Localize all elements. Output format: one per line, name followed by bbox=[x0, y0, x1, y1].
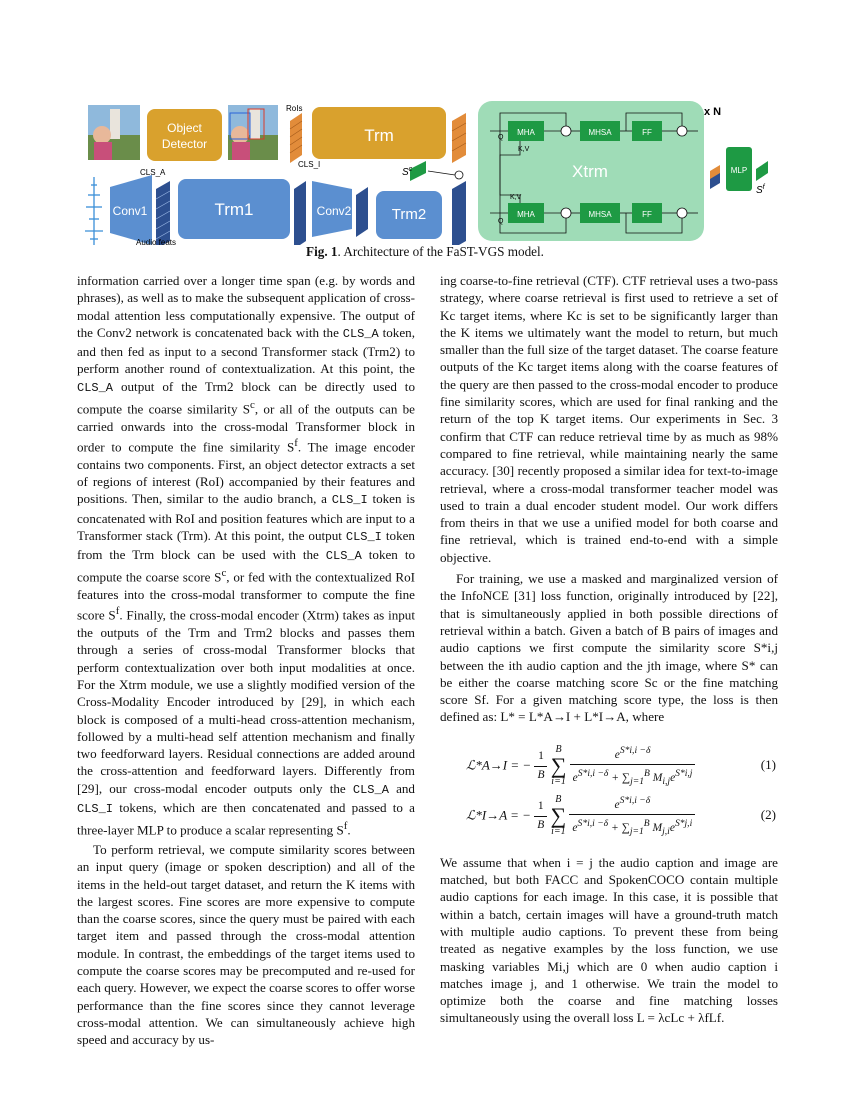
audio-feats-stack bbox=[156, 181, 170, 245]
audio-waveform bbox=[85, 177, 103, 245]
trm2-label: Trm2 bbox=[391, 206, 427, 223]
roi-token-stack bbox=[290, 113, 302, 163]
object-detector-label-1: Object bbox=[167, 121, 202, 135]
trm-output-stack bbox=[452, 113, 466, 163]
residual-add-1 bbox=[561, 126, 571, 136]
rois-label: RoIs bbox=[286, 104, 303, 113]
kv-label-bottom: K,V bbox=[510, 194, 522, 201]
coarse-dot-product bbox=[455, 171, 463, 179]
right-column bbox=[440, 272, 778, 1027]
ff-label-bottom: FF bbox=[642, 210, 652, 219]
trm2-output-stack bbox=[452, 181, 466, 245]
audio-feats-label: Audio feats bbox=[136, 238, 177, 245]
conv2-label: Conv2 bbox=[316, 204, 352, 218]
architecture-figure bbox=[80, 95, 770, 245]
fine-score-label: $S^f$ bbox=[756, 184, 765, 196]
input-image-2 bbox=[228, 105, 278, 160]
trm1-label: Trm1 bbox=[214, 200, 254, 219]
left-paragraph-2: To perform retrieval, we compute similarity scores between an input query (image or spoken description) and all of the items in the held-out target dataset, and return the K items with the largest scores. Fine scores are more expensive to compute than the coarse scores, since the query must be paired with each target item and passed through the cross-modal attention module. In contrast, the embeddings of the target items used to compute the coarse scores may be precomputed and re-used for each query. However, we expect the coarse scores to offer worse performance than the fine scores since they cannot leverage cross-modal attention. We can simultaneously achieve high speed and accuracy by us- bbox=[77, 842, 415, 1048]
equation-2: ℒ*I→A = − $\frac{1}{B}$ B ∑ i=1 $\frac{e^{S*i,i -\delta}}{e^{S*i,i -\delta} + \sum_{j=1}^B M_{j,i}e^{S*j,i}}$ (2) bbox=[440, 792, 778, 836]
conv1-label: Conv1 bbox=[112, 204, 148, 218]
coarse-score-label: $S^c$ bbox=[402, 166, 413, 178]
cls-i-label: CLS_I bbox=[298, 160, 321, 169]
residual-add-3 bbox=[561, 208, 571, 218]
equation-1-number: (1) bbox=[760, 756, 776, 772]
q-label-bottom: Q bbox=[498, 218, 504, 225]
ff-label-top: FF bbox=[642, 128, 652, 137]
figure-caption bbox=[0, 244, 850, 260]
right-paragraph-2: For training, we use a masked and marginalized version of the InfoNCE [31] loss function, originally introduced by [22], that is simultaneously applied in both possible directions of retrieval within a batch. Given a batch of B pairs of images and audio captions we first compute the similarity score S*i,j between the ith audio caption and the jth image, where S* can be either the coarse matching score Sc or the fine matching score Sf. For a given matching score type, the loss is then defined as: L* = L*A→I + L*I→A, where bbox=[440, 571, 778, 725]
caption-label: Fig. 1 bbox=[306, 244, 338, 259]
mha-label-top: MHA bbox=[517, 128, 535, 137]
trm1-output-stack bbox=[294, 181, 306, 245]
residual-add-4 bbox=[677, 208, 687, 218]
input-image-1 bbox=[88, 105, 140, 160]
mhsa-label-bottom: MHSA bbox=[588, 210, 612, 219]
q-label-top: Q bbox=[498, 134, 504, 141]
right-paragraph-1: ing coarse-to-fine retrieval (CTF). CTF retrieval uses a two-pass strategy, where coarse retrieval is first used to retrieve a set of Kc target items, where Kc is set to be significantly larger than the K items we ultimately want the model to return, but much smaller than the full size of the target dataset. The coarse feature outputs of the Kc target items along with the coarse features of the query are then passed to the cross-modal encoder to produce fine similarity scores, which are used for final ranking and the return of the top K target items. Our experiments in Sec. 3 confirm that CTF can reduce retrieval time by as much as 98% compared to fine retrieval, while maintaining nearly the same accuracy. [30] recently proposed a similar idea for text-to-image retrieval, where a cross-modal transformer teacher model was used to train a dual encoder student model. Our work differs from theirs in that we use a unified model for both coarse and fine retrieval, which is trained end-to-end with a simple objective. bbox=[440, 273, 778, 565]
cls-a-label: CLS_A bbox=[140, 168, 166, 177]
coarse-score-token bbox=[410, 161, 426, 181]
equation-2-lhs: ℒ*I→A = − bbox=[466, 806, 531, 822]
equation-2-number: (2) bbox=[760, 806, 776, 822]
mlp-label: MLP bbox=[730, 166, 748, 175]
xn-label: x N bbox=[704, 106, 722, 118]
left-column bbox=[77, 272, 415, 1049]
fine-score-token bbox=[756, 161, 768, 181]
conv2-output-stack bbox=[356, 187, 368, 237]
object-detector-block bbox=[147, 109, 222, 161]
trm-label: Trm bbox=[364, 126, 394, 145]
left-paragraph-1: information carried over a longer time span (e.g. by words and phrases), as well as to make the subsequent application of cross-modal attention less computationally expensive. The output of the Conv2 network is concatenated back with the CLS_A token, and then fed as input to a second Transformer stack (Trm2) to perform another round of contextualization. At this point, the CLS_A output of the Trm2 block can be directly used to compute the coarse similarity $S^c$, or all of the outputs can be carried onwards into the cross-modal Transformer block in order to compute the fine similarity $S^f$. The image encoder contains two components. First, an object detector extracts a set of regions of interest (RoI) accompanied by their features and positions. Then, similar to the audio branch, a CLS_I token is concatenated with RoI and position features which are input to a Transformer stack (Trm). At this point, the output CLS_I token from the Trm block can be used with the CLS_A token to compute the coarse score $S^c$, or fed with the contextualized RoI features into the cross-modal transformer to compute the fine score $S^f$. Finally, the cross-modal encoder (Xtrm) takes as input the outputs of the Trm and Trm2 blocks and passes them through a series of cross-modal Transformer blocks that perform contextualization over both input modalities at once. For the Xtrm module, we use a slightly modified version of the Cross-Modality Encoder introduced by [29], in which each block is composed of a multi-head cross-attention mechanism, followed by a multi-head self attention mechanism and finally two feedforward layers. Residual connections are added around the cross-attention and feedforward layers. Differently from [29], our cross-modal encoder outputs only the CLS_A and CLS_I tokens, which are then concatenated and passed to a three-layer MLP to produce a scalar representing $S^f$. bbox=[77, 273, 416, 838]
xtrm-label: Xtrm bbox=[572, 162, 608, 181]
mhsa-label-top: MHSA bbox=[588, 128, 612, 137]
equation-1: ℒ*A→I = − $\frac{1}{B}$ B ∑ i=1 $\frac{e^{S*i,i -\delta}}{e^{S*i,i -\delta} + \sum_{j=1}^B M_{i,j}e^{S*i,j}}$ (1) bbox=[440, 742, 778, 786]
kv-label-top: K,V bbox=[518, 146, 530, 153]
mha-label-bottom: MHA bbox=[517, 210, 535, 219]
right-paragraph-3: We assume that when i = j the audio caption and image are matched, but both FACC and SpokenCOCO contain multiple audio captions for each image. In this case, it is possible that within a batch, certain images will have a ground-truth match with multiple audio captions. To prevent these from being treated as negative examples by the loss function, we use masking variables Mi,j which are 0 when audio caption i matches image j, and 1 otherwise. We train the model to optimize both the coarse and fine matching losses simultaneously using the overall loss L = λcLc + λfLf. bbox=[440, 854, 778, 1026]
object-detector-label-2: Detector bbox=[161, 137, 208, 151]
equation-1-lhs: ℒ*A→I = − bbox=[466, 756, 532, 772]
caption-text: . Architecture of the FaST-VGS model. bbox=[337, 244, 544, 259]
residual-add-2 bbox=[677, 126, 687, 136]
